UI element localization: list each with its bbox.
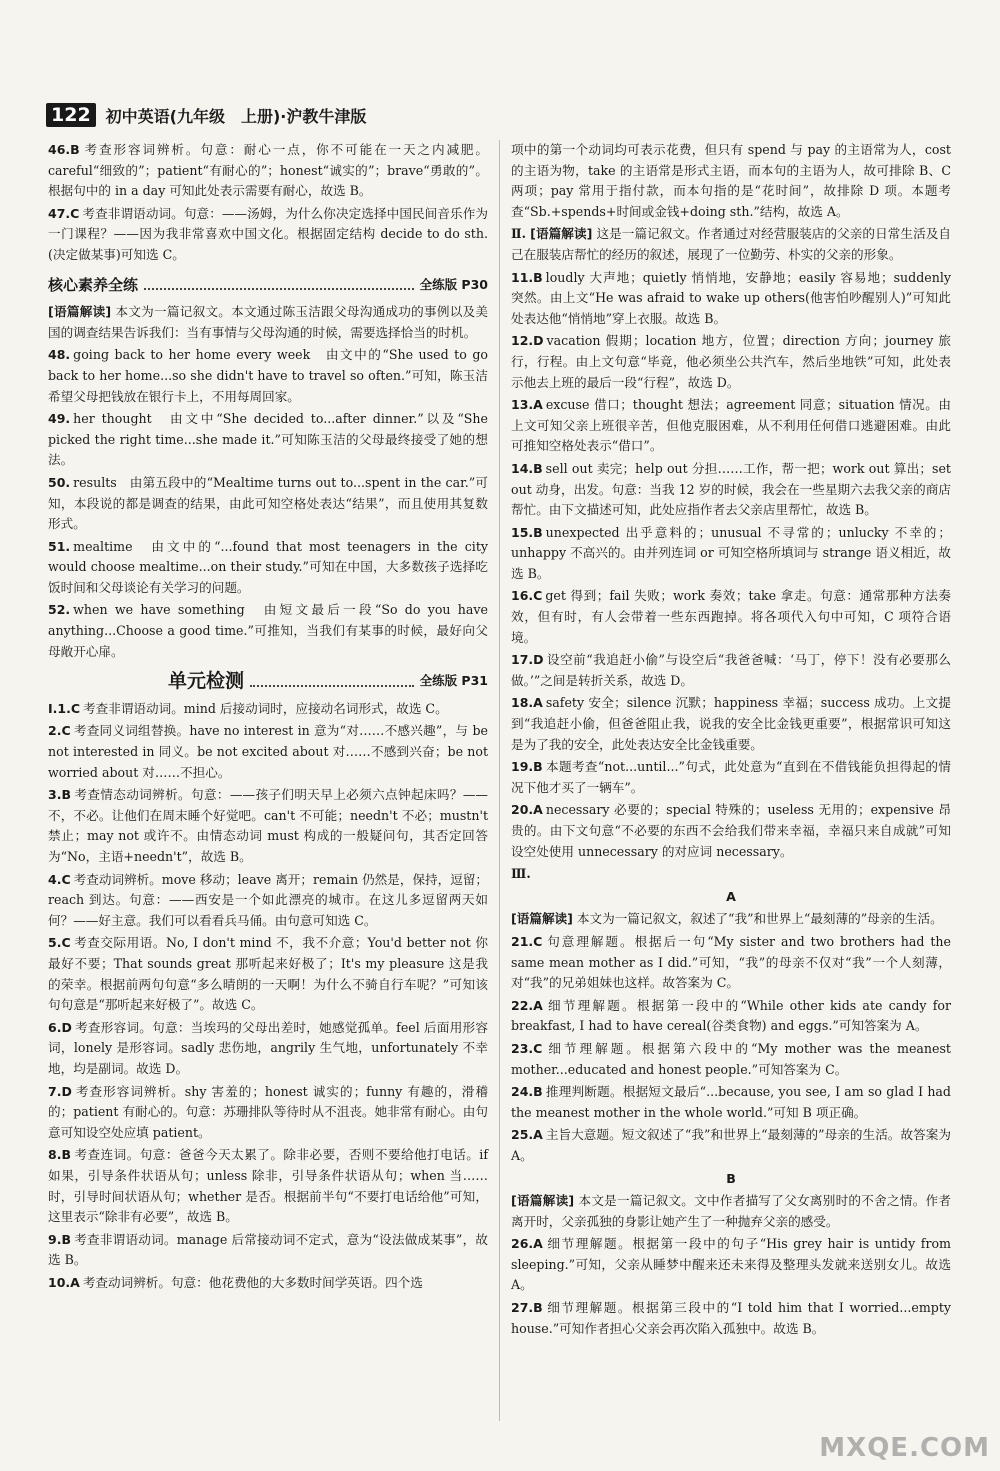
answer-item (48, 1082, 488, 1144)
answer-item (511, 1125, 951, 1166)
answer-item (511, 996, 951, 1037)
answer-item (511, 1298, 951, 1339)
section-title: 单元检测 (168, 670, 245, 693)
answer-number: 21.C (511, 933, 543, 949)
answer-list-mid (48, 345, 488, 662)
answer-item (48, 140, 488, 202)
answer-text: 考查连词。句意：爸爸今天太累了。除非必要，否则不要给他打电话。if 如果，引导条件状语从句；unless 除非，引导条件状语从句；when 当……时，引导时间状语从句；whether 是否。根据前半句“不要打电话给他”可知，这里表示“除非有必要”，故选 B。 (48, 1147, 488, 1225)
answer-item (48, 785, 488, 867)
page-header (46, 100, 966, 130)
answer-text: excuse 借口；thought 想法；agreement 同意；situation 情况。由上文可知父亲上班很辛苦，但他克服困难，从不利用任何借口逃避困难。由此可推知空格处表示“借口”。 (511, 397, 951, 454)
answer-number: 47.C (48, 205, 80, 221)
watermark-logo: MXQE.COM (819, 1433, 990, 1463)
answer-number: 14.B (511, 460, 543, 476)
answer-item (48, 473, 488, 535)
passage-label-b: B (726, 1170, 736, 1186)
answer-list-b (511, 932, 951, 1167)
answer-item (511, 1234, 951, 1296)
answer-item (48, 721, 488, 783)
right-column (511, 140, 951, 1463)
answer-number: 6.D (48, 1019, 72, 1035)
answer-number: 46.B (48, 142, 80, 157)
answer-text: unexpected 出乎意料的；unusual 不寻常的；unlucky 不幸的；unhappy 不高兴的。由并列连词 or 可知空格所填词与 strange 语义相近，故选 B。 (511, 524, 951, 581)
reading-text: 本文是一篇记叙文。文中作者描写了父女离别时的不舍之情。作者离开时，父亲孤独的身影让她产生了一种抛弃父亲的感受。 (511, 1193, 951, 1229)
answer-list-c (511, 1234, 951, 1339)
section-version: 全练版 P30 (419, 276, 488, 292)
answer-text: 主旨大意题。短文叙述了“我”和世界上“最刻薄的”母亲的生活。故答案为 A。 (511, 1127, 951, 1163)
book-title: 初中英语(九年级 上册)·沪教牛津版 (105, 106, 367, 126)
answer-list-top (48, 140, 488, 266)
section-header-unit-test (48, 671, 488, 692)
answer-text: 考查非谓语动词。manage 后常接动词不定式，意为“设法做成某事”，故选 B。 (48, 1231, 488, 1268)
answer-text: 细节理解题。根据第一段中的“While other kids ate candy for breakfast, I had to have cereal(谷类食物) and eggs.”可知答案为 A。 (511, 997, 951, 1034)
answer-text: 考查动词辨析。句意：他花费他的大多数时间学英语。四个选 (82, 1274, 423, 1290)
answer-item (48, 1273, 488, 1294)
answer-text: 考查动词辨析。move 移动；leave 离开；remain 仍然是，保持，逗留；reach 到达。句意：——西安是一个如此漂亮的城市。在这儿多逗留两天如何？——好主意。我们可以看看兵马俑。由句意可知选 C。 (48, 871, 489, 928)
answer-text: safety 安全；silence 沉默；happiness 幸福；success 成功。上文提到“我追赶小偷，但爸爸阻止我，说我的安全比金钱更重要”，根据常识可知这是为了我的安全，此处表达安全比金钱重要。 (511, 695, 951, 752)
answer-item (48, 600, 488, 662)
answer-number: 26.A (511, 1236, 543, 1252)
passage-label-a: A (726, 888, 736, 904)
answer-text: 考查形容词辨析。句意：耐心一点，你不可能在一天之内减肥。careful“细致的”；patient“有耐心的”；honest“诚实的”；brave“勇敢的”。根据句中的 in a day 可知此处表示需要有耐心，故选 B。 (48, 142, 488, 199)
answer-number: 2.C (48, 723, 71, 739)
answer-text: 考查非谓语动词。句意：——汤姆，为什么你决定选择中国民间音乐作为一门课程？——因为我非常喜欢中国文化。根据固定结构 decide to do sth.(决定做某事)可知选 C。 (48, 205, 488, 262)
answer-item (511, 331, 951, 393)
answer-number: 3.B (48, 787, 71, 803)
section-header-core (48, 275, 488, 296)
answer-number: 9.B (48, 1231, 71, 1247)
answer-number: 19.B (511, 759, 543, 775)
answer-text: sell out 卖完；help out 分担……工作，帮一把；work out 算出；set out 动身，出发。句意：当我 12 岁的时候，我会在一些星期六去我父亲的商店帮忙。由下文描述可知，此处应指作者去父亲店里帮忙，故选 B。 (511, 460, 951, 518)
reading-tag: [语篇解读] (530, 226, 593, 242)
answer-item (511, 523, 951, 585)
answer-number: 7.D (48, 1083, 72, 1099)
answer-item (511, 693, 951, 755)
answer-item (48, 204, 488, 266)
answer-text: vacation 假期；location 地方，位置；direction 方向；journey 旅行，行程。由上文句意“毕竟，他必须坐公共汽车，然后坐地铁”可知，此处表示他去上班的最后一段“行程”，故选 D。 (511, 333, 951, 390)
part-header (511, 864, 951, 885)
answer-text: when we have something 由短文最后一段“So do you have anything...Choose a good time.”可推知，当我们有某事的时候，最好向父母敞开心扉。 (48, 602, 488, 659)
reading-text: 这是一篇记叙文。作者通过对经营服装店的父亲的日常生活及自己在服装店帮忙的经历的叙述，展现了一位勤劳、朴实的父亲的形象。 (511, 226, 952, 262)
answer-text: 本题考查“not...until...”句式，此处意为“直到在不借钱能负担得起的情况下他才买了一辆车”。 (511, 759, 951, 795)
continuation-text: 项中的第一个动词均可表示花费，但只有 spend 与 pay 的主语常为人，cost 的主语为物，take 的主语常是形式主语，而本句的主语为人，故可排除 B、C 两项；pay 常用于指付款，而本句指的是“花时间”，故排除 D 项。本题考查“Sb.+spends+时间或金钱+doing sth.”结构，故选 A。 (511, 142, 951, 219)
answer-item (48, 870, 488, 932)
answer-item (48, 933, 488, 1015)
answer-number: 10.A (48, 1274, 80, 1290)
answer-text: loudly 大声地；quietly 悄悄地，安静地；easily 容易地；suddenly 突然。由上文“He was afraid to wake up others(他害怕吵醒别人)”可知此处表达他“悄悄地”穿上衣服。故选 B。 (511, 269, 951, 326)
reading-tag: [语篇解读] (511, 1193, 575, 1209)
answer-item (48, 1018, 488, 1080)
part-roman: Ⅱ. (511, 226, 527, 242)
dotted-leader (250, 676, 414, 687)
dotted-leader (144, 279, 414, 290)
reading-text: 本文为一篇记叙文，叙述了“我”和世界上“最刻薄的”母亲的生活。 (576, 911, 943, 927)
answer-number: 22.A (511, 997, 543, 1013)
answer-number: 23.C (511, 1040, 543, 1056)
answer-list-a (511, 268, 951, 863)
answer-number: 8.B (48, 1147, 71, 1163)
answer-item (48, 409, 488, 471)
section-version: 全练版 P31 (419, 673, 488, 689)
answer-item (511, 1039, 951, 1080)
section-title: 核心素养全练 (48, 275, 139, 294)
answer-number: 25.A (511, 1127, 543, 1143)
reading-analysis (511, 224, 951, 265)
page-number: 122 (46, 103, 96, 127)
reading-analysis (511, 1191, 951, 1232)
answer-text: 推理判断题。根据短文最后“...because, you see, I am so glad I had the meanest mother in the whole world.”可知 B 项正确。 (511, 1084, 951, 1120)
answer-item (511, 800, 951, 862)
left-column (48, 140, 488, 1463)
answer-number: 18.A (511, 695, 543, 711)
answer-text: 设空前“我追赶小偷”与设空后“我爸爸喊：‘马丁，停下！没有必要那么做。’”之间是转折关系，故选 D。 (511, 652, 951, 688)
answer-number: 48. (48, 347, 71, 363)
answer-number: 5.C (48, 935, 71, 951)
reading-tag: [语篇解读] (511, 911, 573, 927)
answer-item (511, 268, 951, 330)
answer-item (511, 395, 951, 457)
answer-text: 细节理解题。根据第三段中的“I told him that I worried...empty house.”可知作者担心父亲会再次陷入孤独中。故选 B。 (511, 1300, 951, 1336)
answer-text: results 由第五段中的“Mealtime turns out to...spent in the car.”可知，本段说的都是调查的结果，由此可知空格处表达“结果”，而且使用其复数形式。 (48, 474, 488, 532)
answer-text: her thought 由文中“She decided to...after dinner.”以及“She picked the right time...she made it.”可知陈玉洁的父母最终接受了她的想法。 (48, 411, 488, 468)
answer-text: 考查情态动词辨析。句意：——孩子们明天早上必须六点钟起床吗？——不，不必。让他们在周末睡个好觉吧。can't 不可能；needn't 不必；mustn't 禁止；may not 或许不。由情态动词 must 构成的一般疑问句，其否定回答为“No，主语+needn't”，故选 B。 (48, 787, 488, 864)
answer-item (511, 757, 951, 798)
answer-text: 考查形容词辨析。shy 害羞的；honest 诚实的；funny 有趣的，滑稽的；patient 有耐心的。句意：苏珊排队等待时从不沮丧。她非常有耐心。由句意可知设空处应填 patient。 (48, 1083, 488, 1140)
answer-text: mealtime 由文中的“...found that most teenagers in the city would choose mealtime...on their study.”可知在中国，大多数孩子选择吃饭时间和父母谈论有关学习的问题。 (48, 538, 488, 595)
answer-number: 51. (48, 538, 71, 554)
answer-number: 15.B (511, 524, 543, 540)
answer-number: Ⅰ.1.C (48, 700, 81, 716)
answer-number: 20.A (511, 802, 543, 818)
answer-text: 细节理解题。根据第一段中的句子“His grey hair is untidy from sleeping.”可知，父亲从睡梦中醒来还未来得及整理头发就来送别女儿。故选 A。 (511, 1236, 951, 1293)
answer-number: 12.D (511, 333, 544, 349)
reading-analysis (511, 909, 951, 930)
answer-item (48, 699, 488, 720)
answer-item (511, 650, 951, 691)
reading-text: 本文为一篇记叙文。本文通过陈玉洁跟父母沟通成功的事例以及美国的调查结果告诉我们：当有事情与父母沟通的时候，需要选择恰当的时机。 (48, 304, 488, 340)
answer-text: 考查非谓语动词。mind 后接动词时，应接动名词形式，故选 C。 (83, 700, 448, 716)
answer-text: 考查形容词。句意：当埃玛的父母出差时，她感觉孤单。feel 后面用形容词，lonely 是形容词。sadly 悲伤地，angrily 生气地，unfortunately 不幸地，均是副词。故选 D。 (48, 1019, 488, 1076)
answer-number: 27.B (511, 1300, 543, 1316)
answer-text: 考查同义词组替换。have no interest in 意为“对……不感兴趣”，与 be not interested in 同义。be not excited about 对……不感到兴奋；be not worried about 对……不担心。 (48, 723, 488, 780)
answer-item (511, 1082, 951, 1123)
answer-item (511, 459, 951, 521)
answer-text: 句意理解题。根据后一句“My sister and two brothers had the same mean mother as I did.”可知，“我”的母亲不仅对“我”一个人刻薄，对“我”的兄弟姐妹也这样。故答案为 C。 (511, 933, 951, 991)
reading-analysis (48, 302, 488, 343)
answer-number: 24.B (511, 1084, 543, 1100)
answer-text: 细节理解题。根据第六段中的“My mother was the meanest mother...educated and honest people.”可知答案为 C。 (511, 1040, 951, 1077)
answer-item (511, 586, 951, 648)
answer-text: going back to her home every week 由文中的“She used to go back to her home...so she didn't have to travel so often.”可知，陈玉洁希望父母把钱放在银行卡上，不用每周回家。 (48, 347, 488, 404)
answer-number: 11.B (511, 269, 543, 285)
column-divider (499, 140, 500, 1421)
answer-list-bottom (48, 699, 488, 1294)
answer-number: 16.C (511, 588, 543, 604)
part-roman: Ⅲ. (511, 866, 531, 882)
answer-text: 考查交际用语。No, I don't mind 不，我不介意；You'd better not 你最好不要；That sounds great 那听起来好极了；It's my pleasure 这是我的荣幸。根据前两句句意“多么晴朗的一天啊！为什么不骑自行车呢？”可知该句句意是“那听起来好极了”。故选 C。 (48, 935, 488, 1013)
answer-number: 50. (48, 474, 71, 490)
answer-item (48, 1145, 488, 1227)
answer-item (48, 345, 488, 407)
answer-text: necessary 必要的；special 特殊的；useless 无用的；expensive 昂贵的。由下文句意“不必要的东西不会给我们带来幸福，幸福只来自成就”可知设空处使用 unnecessary 的对应词 necessary。 (511, 802, 951, 859)
answer-item (511, 932, 951, 994)
answer-number: 52. (48, 602, 71, 618)
answer-number: 13.A (511, 397, 543, 413)
answer-number: 4.C (48, 871, 71, 887)
reading-tag: [语篇解读] (48, 304, 112, 320)
answer-number: 17.D (511, 652, 544, 668)
answer-text: get 得到；fail 失败；work 奏效；take 拿走。句意：通常那种方法奏效，但有时，有人会带着一些东西跑掉。将各项代入句中可知，C 项符合语境。 (511, 588, 951, 645)
answer-number: 49. (48, 411, 71, 427)
answer-item (48, 1230, 488, 1271)
answer-item (48, 537, 488, 599)
